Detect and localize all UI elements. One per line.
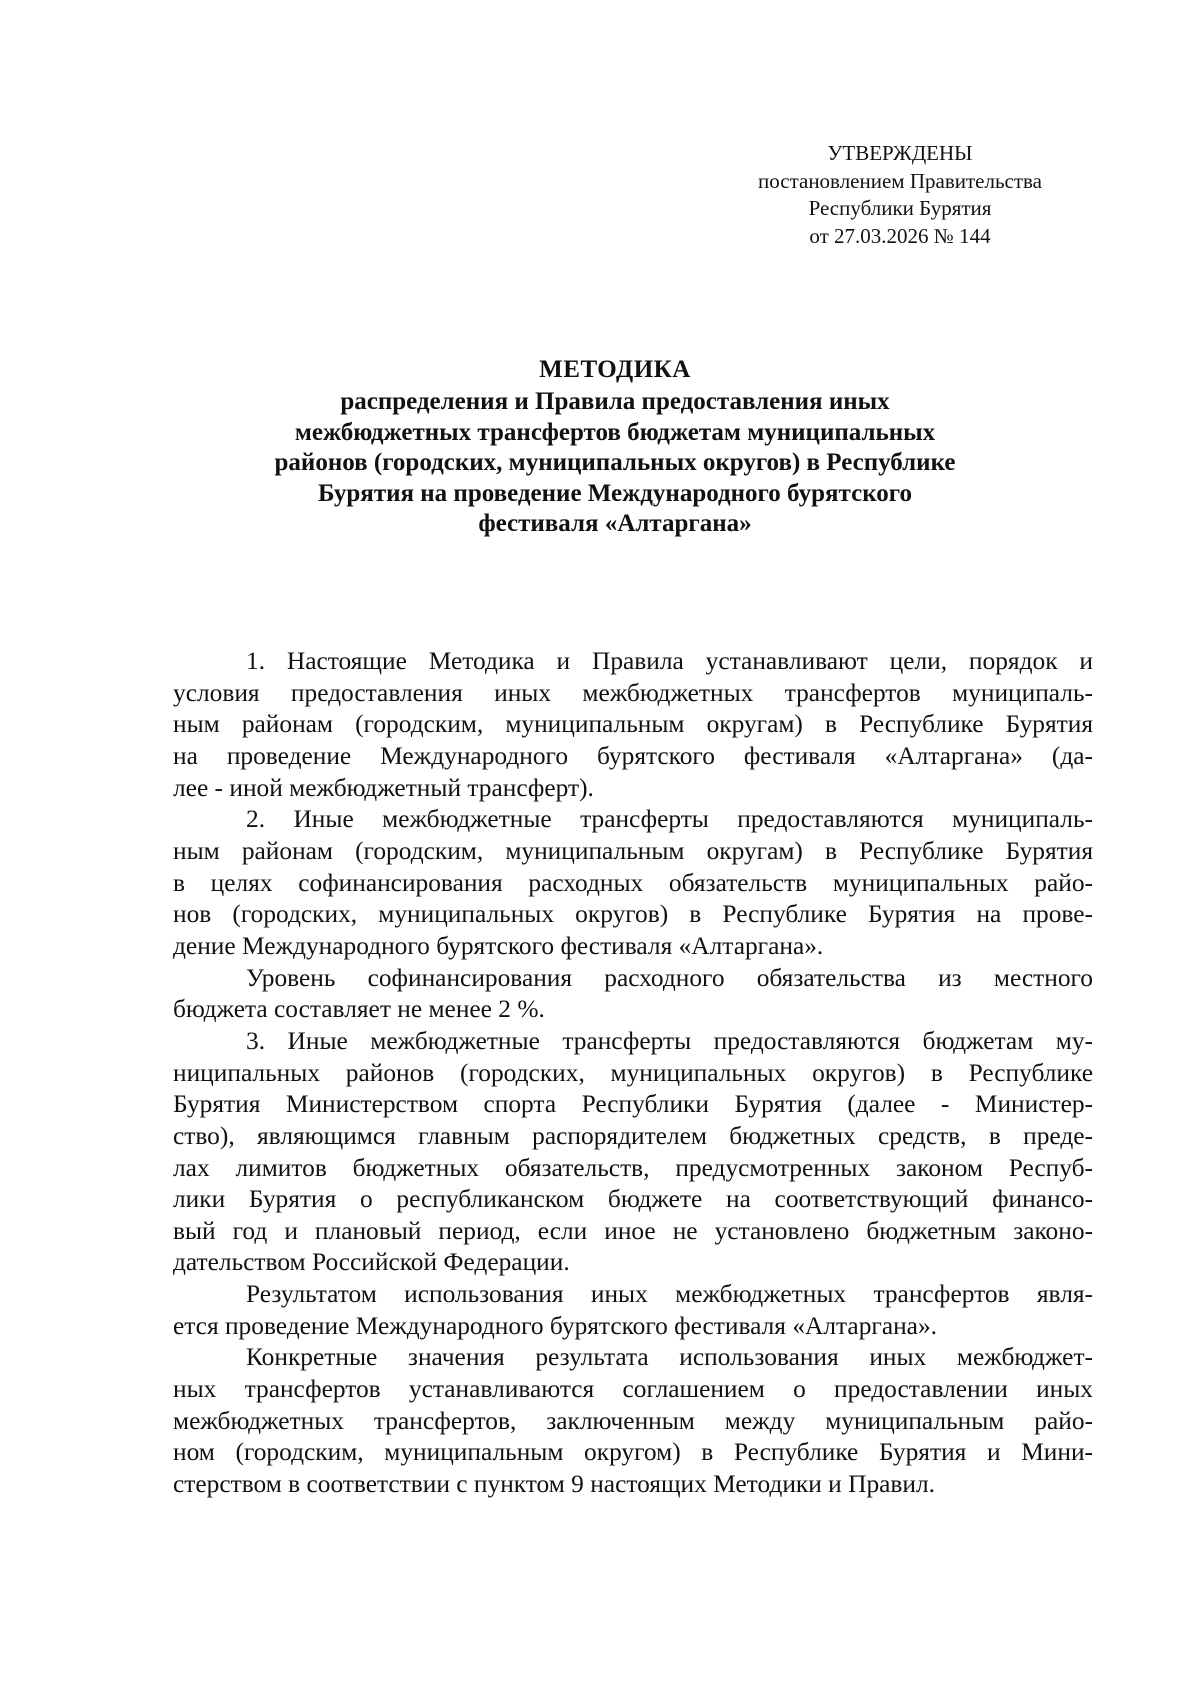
paragraph-5 [173,1279,1093,1342]
approval-line: постановлением Правительства [757,168,1042,193]
text-line: Результатом использования иных межбюджетных трансфертов явля- [246,1280,1093,1309]
paragraph-3 [173,963,1093,1026]
approval-heading: УТВЕРЖДЕНЫ [827,141,973,165]
approval-line: Республики Бурятия [808,196,992,220]
text-line: лах лимитов бюджетных обязательств, предусмотренных законом Респуб- [173,1153,1093,1182]
title-line: районов (городских, муниципальных округов) в Республике [274,449,956,477]
title-line: распределения и Правила предоставления иных [340,388,890,415]
document-title [150,353,1080,540]
title-line: Бурятия на проведение Международного бурятского [317,479,913,507]
text-line: дательством Российской Федерации. [173,1248,570,1277]
document-body [173,646,1093,1501]
text-line: дение Международного бурятского фестиваля «Алтаргана». [173,931,824,960]
text-line: ных трансфертов устанавливаются соглашением о предоставлении иных [173,1375,1093,1404]
text-line: Уровень софинансирования расходного обязательства из местного [246,963,1093,992]
text-line: ется проведение Международного бурятского фестиваля «Алтаргана». [173,1311,937,1340]
paragraph-4 [173,1026,1093,1279]
text-line: 3. Иные межбюджетные трансферты предоставляются бюджетам му- [246,1026,1093,1055]
title-main: МЕТОДИКА [539,356,691,383]
text-line: 2. Иные межбюджетные трансферты предоставляются муниципаль- [246,805,1093,834]
text-line: бюджета составляет не менее 2 %. [173,995,545,1024]
text-line: лее - иной межбюджетный трансферт). [173,773,594,802]
approval-date-number: от 27.03.2026 № 144 [809,223,991,248]
text-line: условия предоставления иных межбюджетных трансфертов муниципаль- [173,678,1093,707]
title-line: межбюджетных трансфертов бюджетам муниципальных [294,418,936,446]
text-line: вый год и плановый период, если иное не установлено бюджетным законо- [173,1216,1093,1245]
text-line: лики Бурятия о республиканском бюджете на соответствующий финансо- [173,1185,1093,1214]
text-line: ным районам (городским, муниципальным округам) в Республике Бурятия [173,710,1093,739]
text-line: стерством в соответствии с пунктом 9 настоящих Методики и Правил. [173,1470,936,1499]
title-line: фестиваля «Алтаргана» [478,510,752,538]
text-line: ным районам (городским, муниципальным округам) в Республике Бурятия [173,836,1093,865]
paragraph-6 [173,1342,1093,1500]
text-line: Бурятия Министерством спорта Республики Бурятия (далее - Министер- [173,1090,1093,1119]
text-line: нов (городских, муниципальных округов) в Республике Бурятия на прове- [173,900,1093,929]
text-line: ном (городским, муниципальным округом) в Республике Бурятия и Мини- [173,1438,1093,1467]
text-line: на проведение Международного бурятского фестиваля «Алтаргана» (да- [173,741,1093,770]
paragraph-2 [173,804,1093,962]
text-line: ниципальных районов (городских, муниципальных округов) в Республике [173,1058,1093,1087]
text-line: ство), являющимся главным распорядителем бюджетных средств, в преде- [173,1121,1093,1150]
text-line: межбюджетных трансфертов, заключенным между муниципальным райо- [173,1406,1093,1435]
text-line: Конкретные значения результата использования иных межбюджет- [246,1343,1093,1372]
paragraph-1 [173,646,1093,804]
approval-stamp [720,140,1080,250]
text-line: в целях софинансирования расходных обязательств муниципальных райо- [173,868,1093,897]
text-line: 1. Настоящие Методика и Правила устанавливают цели, порядок и [246,647,1093,675]
